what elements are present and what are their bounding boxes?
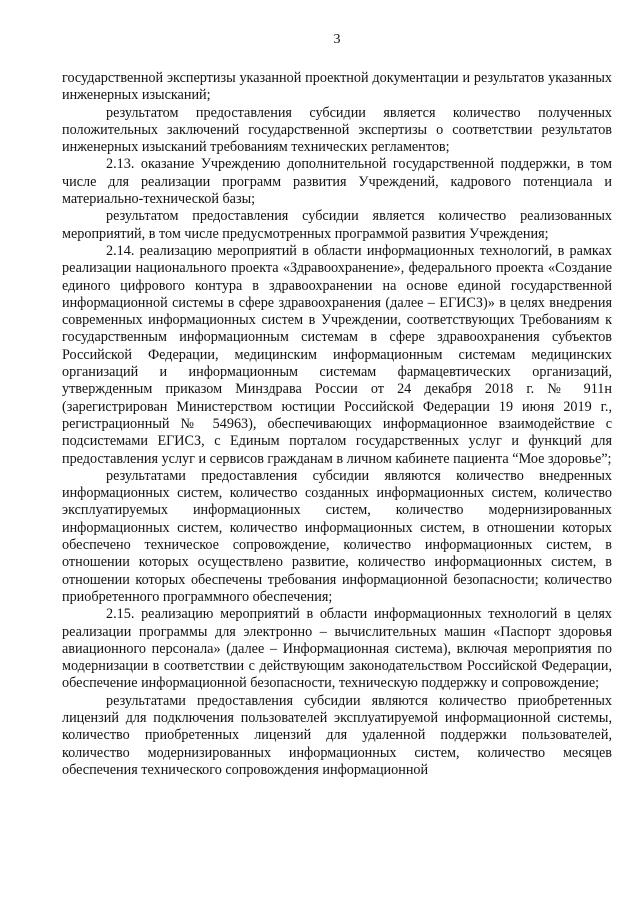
paragraph-2-15: 2.15. реализацию мероприятий в области информационных технологий в целях реализации программы для электронно – вычислительных машин «Паспорт здоровья авиационного персонала» (далее – Информационная система), включая мероприятия по модернизации в соответствии с действующим законодательством Российской Федерации, обеспечение информационной безопасности, техническую поддержку и сопровождение; xyxy=(62,606,612,692)
paragraph-result-events: результатом предоставления субсидии является количество реализованных мероприятий, в том числе предусмотренных программой развития Учреждения; xyxy=(62,208,612,242)
page-number: 3 xyxy=(333,32,341,47)
paragraph-2-14: 2.14. реализацию мероприятий в области информационных технологий, в рамках реализации национального проекта «Здравоохранение», федерального проекта «Создание единого цифрового контура в здравоохранении на основе единой государственной информационной системы в сфере здравоохранения (далее – ЕГИСЗ)» в целях внедрения современных информационных систем в Учреждении, соответствующих Требованиям к государственным информационным системам в сфере здравоохранения субъектов Российской Федерации, медицинским информационным системам медицинских организаций и информационным системам фармацевтических организаций, утвержденным приказом Минздрава России от 24 декабря 2018 г. № 911н (зарегистрирован Министерством юстиции Российской Федерации 19 июня 2019 г., регистрационный № 54963), обеспечивающих информационное взаимодействие с подсистемами ЕГИСЗ, с Единым порталом государственных услуг и функций для предоставления услуг и сервисов гражданам в личном кабинете пациента “Мое здоровье”; xyxy=(62,242,612,467)
paragraph-result-licenses: результатами предоставления субсидии являются количество приобретенных лицензий для подключения пользователей эксплуатируемой информационной системы, количество приобретенных лицензий для удаленной поддержки пользователей, количество модернизированных информационных систем, количество месяцев обеспечения технического сопровождения информационной xyxy=(62,692,612,778)
paragraph-2-13: 2.13. оказание Учреждению дополнительной государственной поддержки, в том числе для реализации программ развития Учреждений, кадрового потенциала и материально-технической базы; xyxy=(62,156,612,208)
paragraph-result-expertise: результатом предоставления субсидии является количество полученных положительных заключений государственной экспертизы о соответствии результатов инженерных изысканий требованиям технических регламентов; xyxy=(62,104,612,156)
paragraph-continuation: государственной экспертизы указанной проектной документации и результатов указанных инженерных изысканий; xyxy=(62,70,612,104)
paragraph-result-info-systems: результатами предоставления субсидии являются количество внедренных информационных систем, количество созданных информационных систем, количество эксплуатируемых информационных систем, количество модернизированных информационных систем, количество информационных систем, в отношении которых обеспечено техническое сопровождение, количество информационных систем, в отношении которых осуществлено развитие, количество информационных систем, в отношении которых обеспечены требования информационной безопасности; количество приобретенного программного обеспечения; xyxy=(62,467,612,605)
document-body xyxy=(62,70,612,779)
